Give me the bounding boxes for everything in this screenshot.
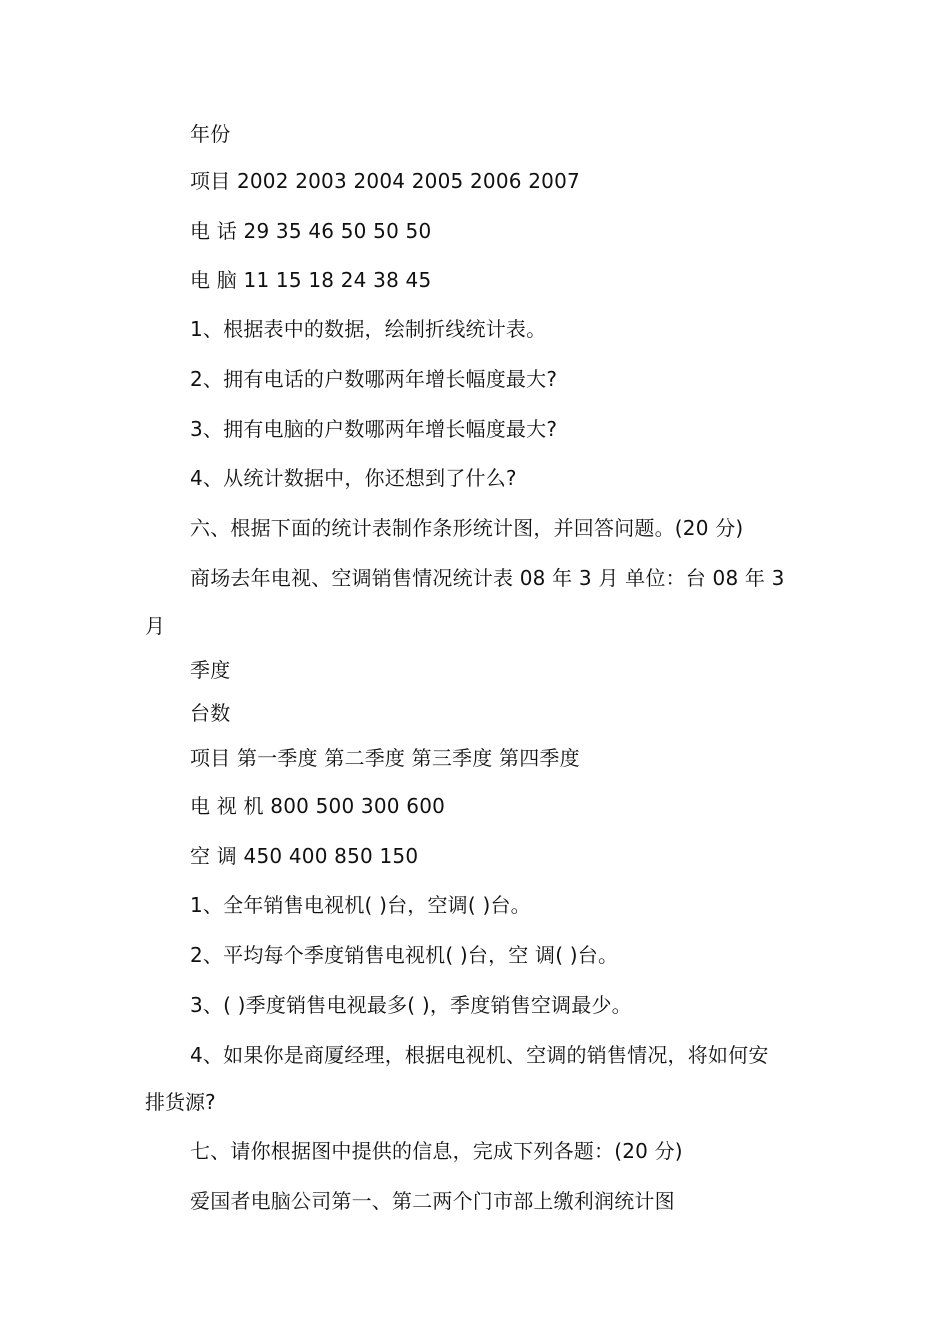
table-title-continuation: 月 <box>145 614 165 638</box>
section-6-question-4: 4、如果你是商厦经理，根据电视机、空调的销售情况，将如何安 <box>190 1043 769 1067</box>
question-4: 4、从统计数据中，你还想到了什么? <box>190 466 517 490</box>
text-line-count-header: 台数 <box>190 701 231 725</box>
section-6-heading: 六、根据下面的统计表制作条形统计图，并回答问题。(20 分) <box>190 516 744 540</box>
text-line-year-header: 年份 <box>190 122 231 146</box>
chart-caption: 爱国者电脑公司第一、第二两个门市部上缴利润统计图 <box>190 1189 675 1213</box>
text-line-quarter-header: 季度 <box>190 658 231 682</box>
text-line-phone-row: 电 话 29 35 46 50 50 50 <box>190 219 432 243</box>
text-line-ac-row: 空 调 450 400 850 150 <box>190 844 419 868</box>
table-title-line: 商场去年电视、空调销售情况统计表 08 年 3 月 单位：台 08 年 3 <box>190 566 785 590</box>
section-6-question-1: 1、全年销售电视机( )台，空调( )台。 <box>190 893 531 917</box>
text-line-tv-row: 电 视 机 800 500 300 600 <box>190 794 446 818</box>
question-2: 2、拥有电话的户数哪两年增长幅度最大? <box>190 367 558 391</box>
section-7-heading: 七、请你根据图中提供的信息，完成下列各题：(20 分) <box>190 1139 683 1163</box>
question-1: 1、根据表中的数据，绘制折线统计表。 <box>190 317 547 341</box>
text-line-computer-row: 电 脑 11 15 18 24 38 45 <box>190 268 432 292</box>
section-6-question-4-continuation: 排货源? <box>145 1090 216 1114</box>
question-3: 3、拥有电脑的户数哪两年增长幅度最大? <box>190 417 558 441</box>
text-line-table-years: 项目 2002 2003 2004 2005 2006 2007 <box>190 169 580 193</box>
text-line-quarters: 项目 第一季度 第二季度 第三季度 第四季度 <box>190 746 580 770</box>
section-6-question-3: 3、( )季度销售电视最多( )，季度销售空调最少。 <box>190 993 632 1017</box>
section-6-question-2: 2、平均每个季度销售电视机( )台，空 调( )台。 <box>190 943 619 967</box>
